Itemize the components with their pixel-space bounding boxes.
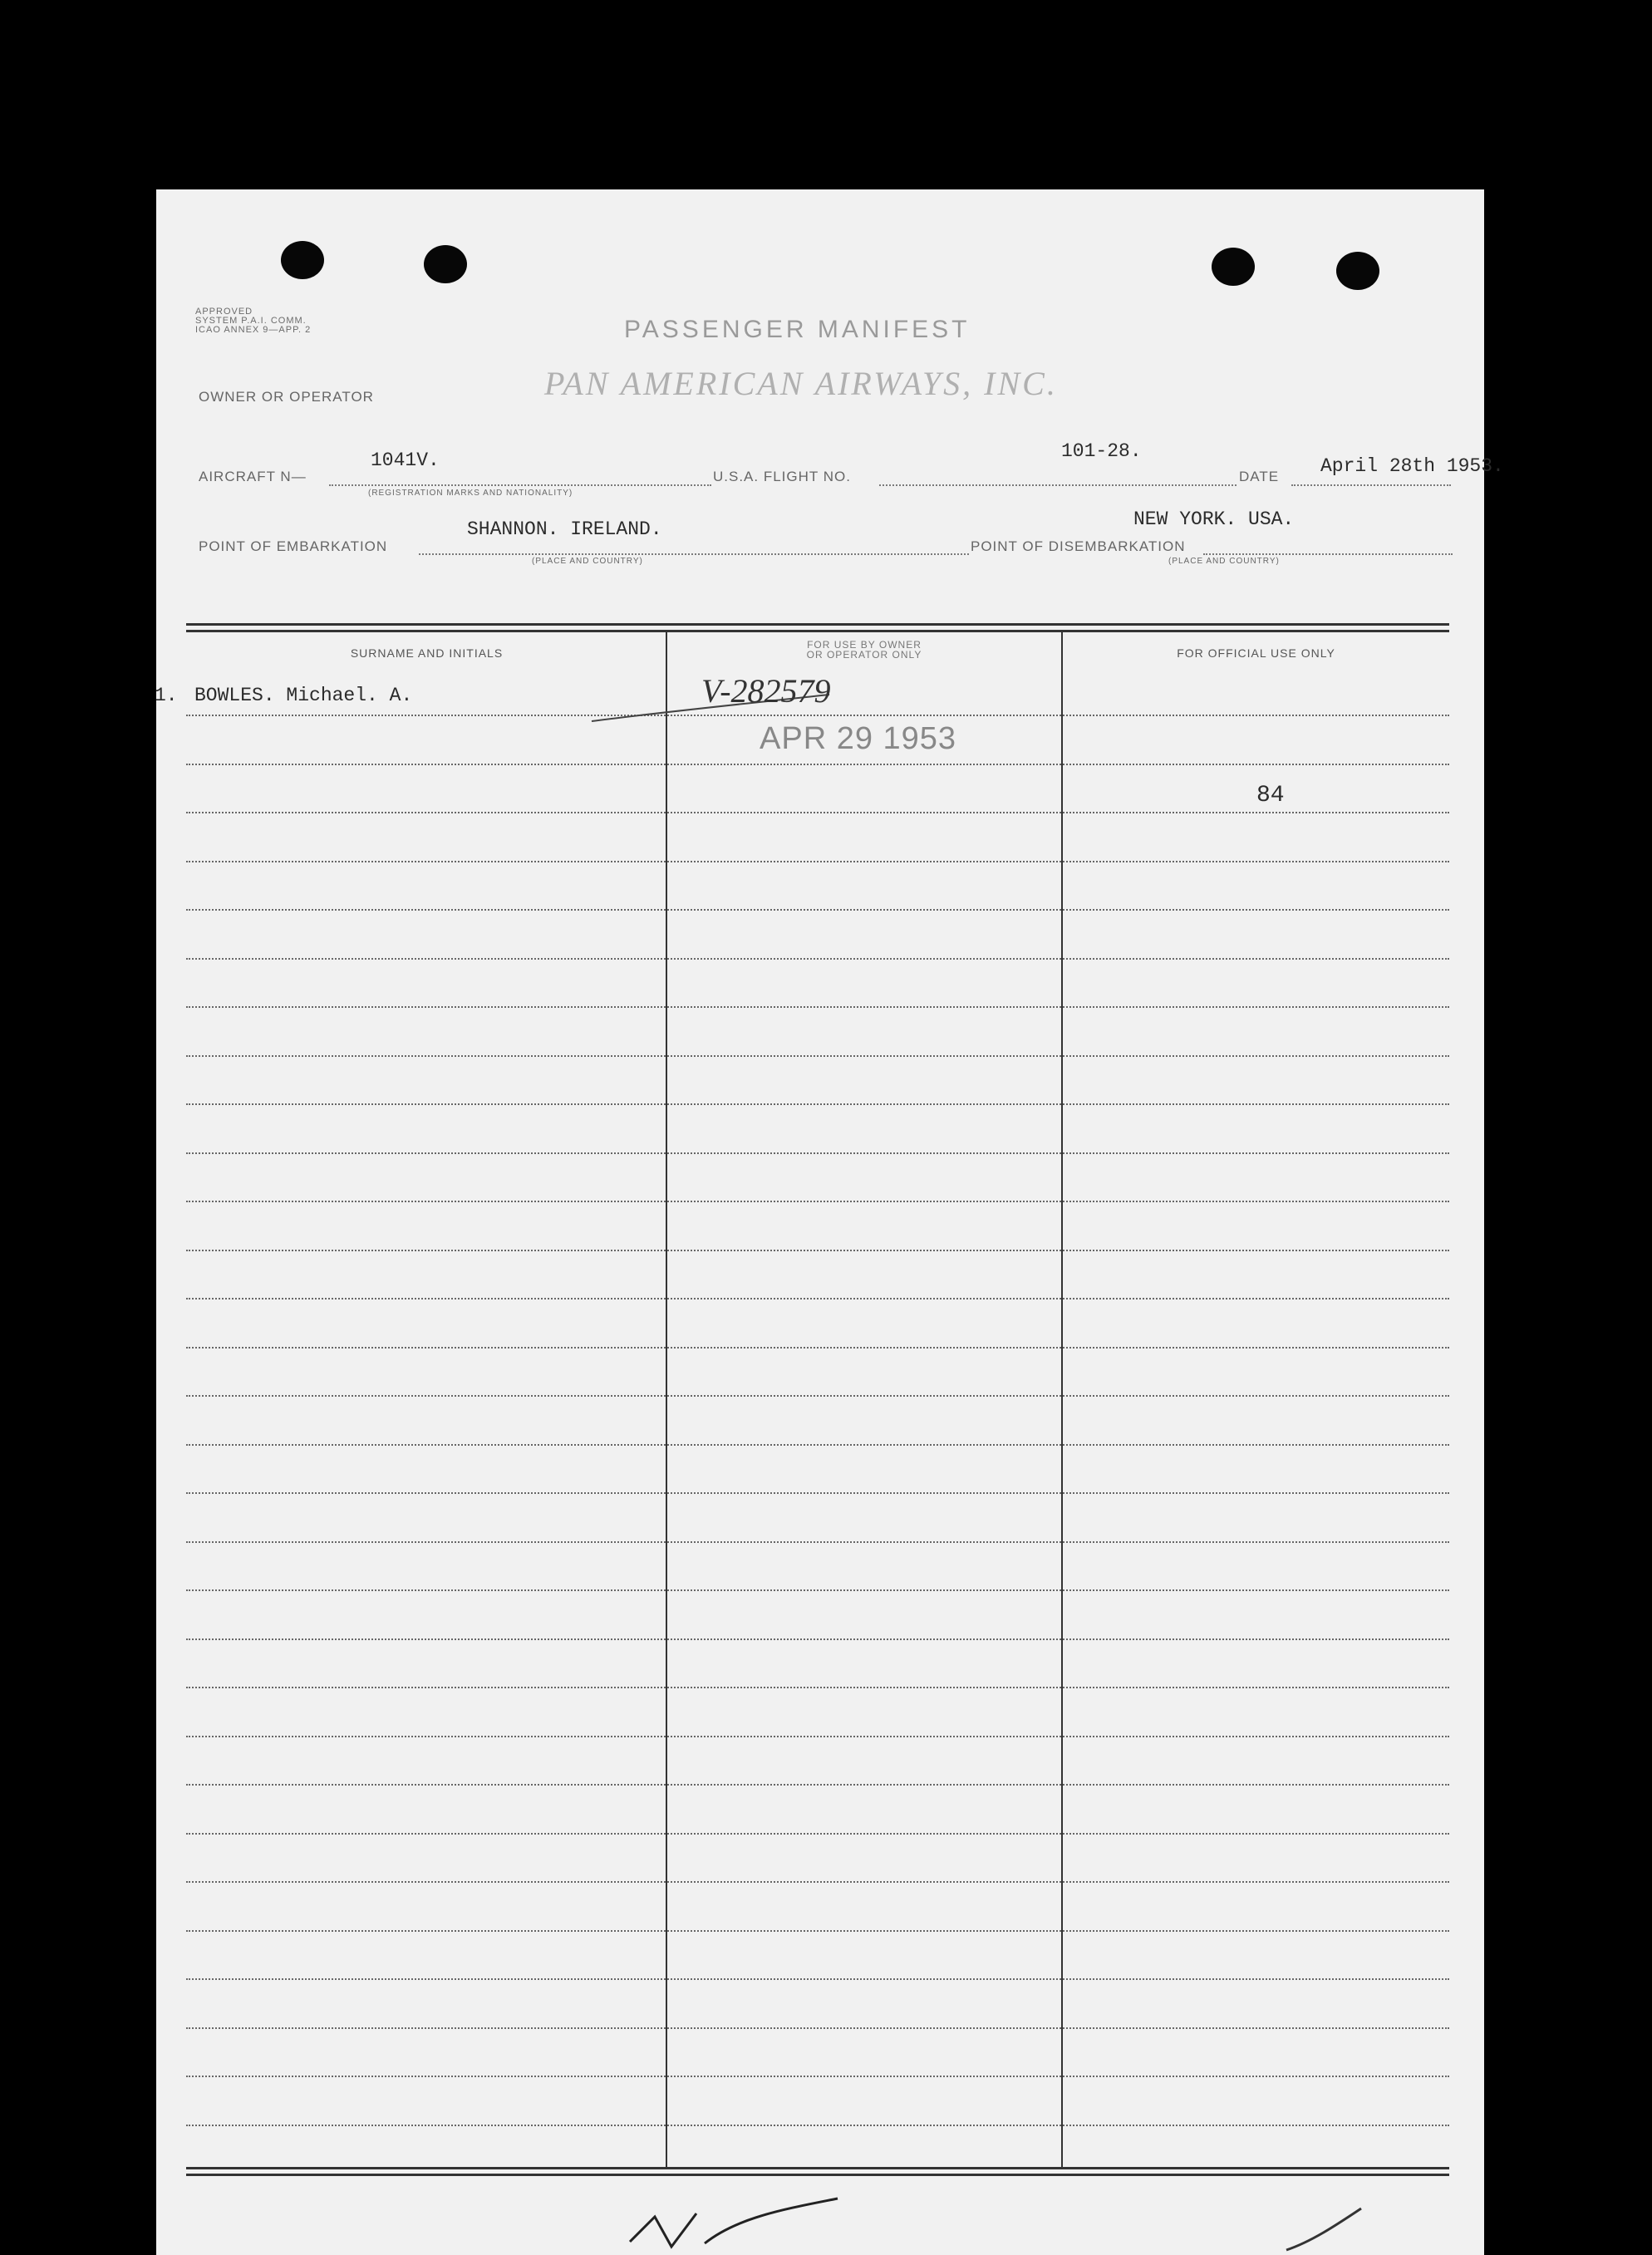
punch-hole	[1336, 252, 1379, 290]
table-bottom-rule	[186, 2167, 1449, 2169]
row-rule	[186, 1055, 1449, 1057]
signature-mark	[1278, 2200, 1378, 2255]
row-rule	[186, 2076, 1449, 2077]
owner-label: OWNER OR OPERATOR	[199, 389, 374, 405]
disembarkation-value: NEW YORK. USA.	[1133, 508, 1295, 530]
row-rule	[186, 1006, 1449, 1008]
row-rule	[186, 1589, 1449, 1591]
flight-line	[879, 484, 1237, 486]
row-rule	[186, 1978, 1449, 1980]
row-rule	[186, 958, 1449, 960]
owner-use-header	[667, 640, 1061, 660]
date-stamp: APR 29 1953	[760, 721, 957, 756]
row-rule	[186, 1736, 1449, 1737]
row-rule	[186, 1687, 1449, 1688]
signature	[622, 2184, 904, 2255]
table-top-rule	[186, 623, 1449, 626]
row-rule	[186, 2027, 1449, 2029]
flight-label: U.S.A. FLIGHT NO.	[713, 469, 851, 484]
row-rule	[186, 1881, 1449, 1883]
punch-hole	[281, 241, 324, 279]
row-rule	[186, 1833, 1449, 1835]
approval-note	[195, 307, 311, 335]
place-note: (PLACE AND COUNTRY)	[532, 557, 643, 566]
row-rule	[186, 1152, 1449, 1154]
official-note: 84	[1256, 783, 1285, 808]
row-rule	[186, 764, 1449, 765]
registration-note: (REGISTRATION MARKS AND NATIONALITY)	[368, 489, 573, 498]
date-value: April 28th 1953.	[1320, 455, 1504, 477]
airline-name: PAN AMERICAN AIRWAYS, INC.	[544, 365, 1058, 402]
table-top-rule	[186, 630, 1449, 632]
embarkation-value: SHANNON. IRELAND.	[467, 518, 662, 540]
punch-hole	[424, 245, 467, 283]
punch-hole	[1212, 248, 1255, 286]
table-bottom-rule	[186, 2174, 1449, 2176]
row-rule	[186, 1638, 1449, 1640]
aircraft-line	[329, 484, 711, 486]
place-note: (PLACE AND COUNTRY)	[1168, 557, 1280, 566]
row-rule	[186, 1492, 1449, 1494]
row-rule	[186, 1103, 1449, 1105]
row-rule	[186, 1784, 1449, 1786]
passenger-name: BOWLES. Michael. A.	[194, 685, 413, 706]
handwritten-reference: V-282579	[701, 672, 831, 710]
date-line	[1291, 484, 1451, 486]
approval-line: APPROVED	[195, 307, 253, 317]
row-rule	[186, 1444, 1449, 1446]
row-rule	[186, 861, 1449, 862]
official-header: FOR OFFICIAL USE ONLY	[1177, 646, 1335, 660]
aircraft-value: 1041V.	[371, 450, 440, 471]
embarkation-label: POINT OF EMBARKATION	[199, 538, 388, 554]
surname-header: SURNAME AND INITIALS	[350, 646, 504, 660]
disembarkation-label: POINT OF DISEMBARKATION	[971, 538, 1186, 554]
owner-use-header-line: FOR USE BY OWNER	[807, 639, 922, 651]
row-rule	[186, 1930, 1449, 1932]
flight-value: 101-28.	[1061, 440, 1142, 462]
row-rule	[186, 1347, 1449, 1349]
manifest-sheet	[155, 189, 1504, 2255]
disembarkation-line	[1203, 553, 1453, 555]
embarkation-line	[419, 553, 969, 555]
approval-line: ICAO ANNEX 9—APP. 2	[195, 325, 312, 335]
passenger-number: 1.	[155, 685, 178, 706]
form-title: PASSENGER MANIFEST	[624, 316, 971, 343]
row-rule	[186, 812, 1449, 813]
row-rule	[186, 1298, 1449, 1299]
aircraft-label: AIRCRAFT N—	[199, 469, 307, 484]
row-rule	[186, 1250, 1449, 1251]
row-rule	[186, 909, 1449, 911]
row-rule	[186, 1201, 1449, 1202]
row-rule	[186, 1541, 1449, 1543]
approval-line: SYSTEM P.A.I. COMM.	[195, 316, 307, 326]
owner-use-header-line: OR OPERATOR ONLY	[806, 649, 922, 661]
row-rule	[186, 1395, 1449, 1397]
date-label: DATE	[1239, 469, 1280, 484]
row-rule	[186, 2125, 1449, 2126]
